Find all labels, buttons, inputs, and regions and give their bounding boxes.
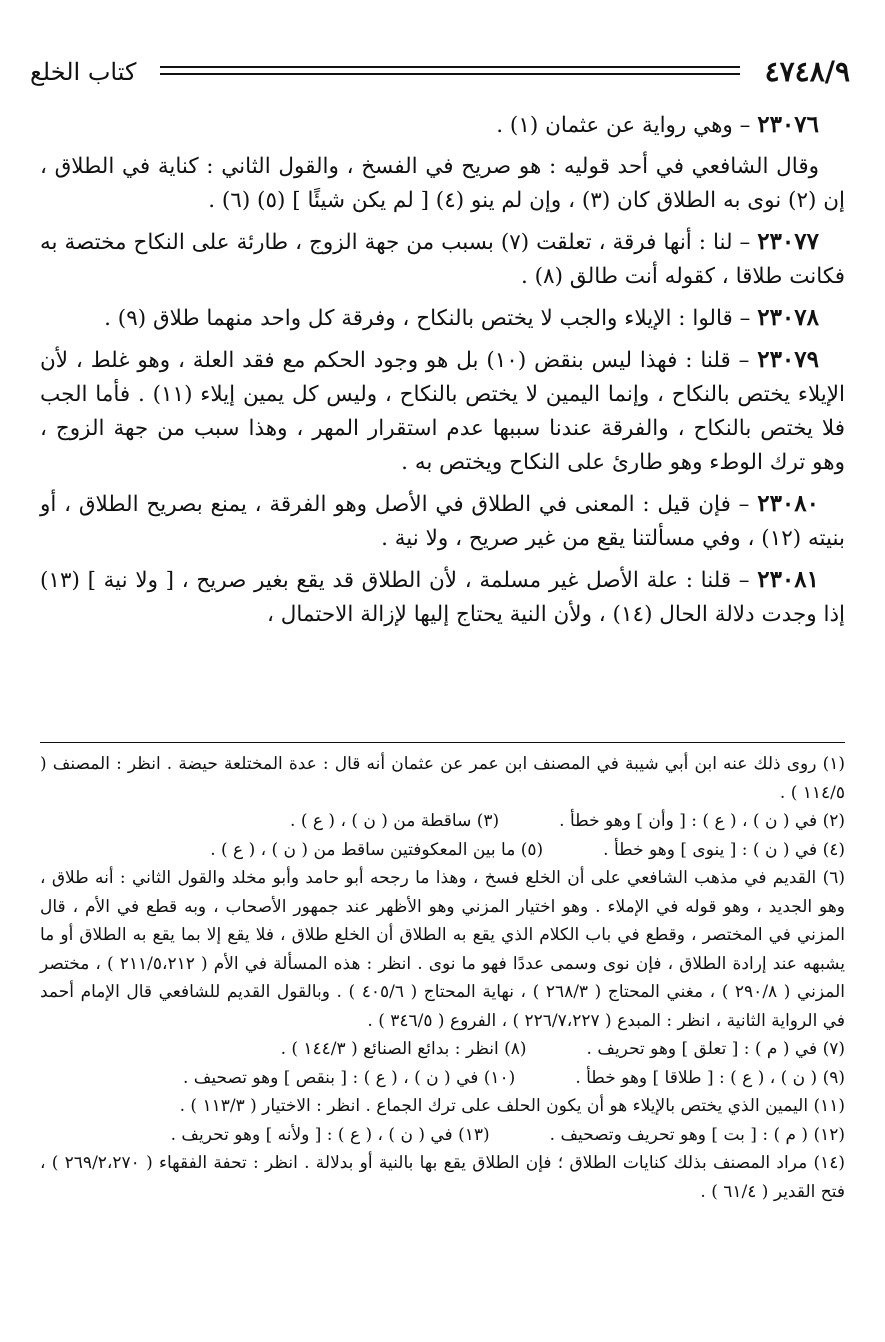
footnote-11: (١١) اليمين الذي يختص بالإيلاء هو أن يكون الحلف على ترك الجماع . انظر : الاختيار ( ١١٣/٣ ) . xyxy=(179,1096,845,1116)
paragraph-number: ٢٣٠٨٠ xyxy=(757,490,819,517)
footnote-10: (١٠) في ( ن ) ، ( ع ) : [ بنقص ] وهو تصحيف . xyxy=(182,1067,516,1088)
footnote-12: (١٢) ( م ) : [ بت ] وهو تحريف وتصحيف . xyxy=(549,1124,845,1145)
paragraph-text: – قلنا : علة الأصل غير مسلمة ، لأن الطلاق قد يقع بغير صريح ، [ ولا نية ] (١٣) إذا وجدت دلالة الحال (١٤) ، ولأن النية يحتاج إليها لإزالة الاحتمال ، xyxy=(40,568,845,627)
footnote-row xyxy=(40,836,845,865)
paragraph-23078 xyxy=(40,301,845,336)
paragraph-23081 xyxy=(40,563,845,632)
paragraph-number: ٢٣٠٧٧ xyxy=(757,228,819,255)
header-rule xyxy=(160,66,740,75)
paragraph-number: ٢٣٠٧٩ xyxy=(757,346,819,373)
footnotes xyxy=(40,750,845,1206)
footnote-row xyxy=(40,807,845,836)
paragraph-text: – قالوا : الإيلاء والجب لا يختص بالنكاح ، وفرقة كل واحد منهما طلاق (٩) . xyxy=(104,306,758,331)
main-text xyxy=(40,108,845,639)
paragraph-number: ٢٣٠٧٨ xyxy=(757,304,819,331)
footnote-4: (٤) في ( ن ) : [ ينوى ] وهو خطأ . xyxy=(603,839,845,860)
footnote-8: (٨) انظر : بدائع الصنائع ( ١٤٤/٣ ) . xyxy=(280,1039,527,1059)
footnote-14: (١٤) مراد المصنف بذلك كنايات الطلاق ؛ فإن الطلاق يقع بها بالنية أو بدلالة . انظر : تحفة الفقهاء ( ٢٦٩/٢،٢٧٠ ) ، فتح القدير ( ٦١/٤ ) . xyxy=(40,1153,846,1202)
paragraph-shafii xyxy=(40,150,845,218)
footnote-13: (١٣) في ( ن ) ، ( ع ) : [ ولأنه ] وهو تحريف . xyxy=(170,1124,490,1145)
paragraph-23080 xyxy=(40,487,845,556)
footnote-9: (٩) ( ن ) ، ( ع ) : [ طلاقا ] وهو خطأ . xyxy=(575,1067,845,1088)
footnote-6: (٦) القديم في مذهب الشافعي على أن الخلع فسخ ، وهذا ما رجحه أبو حامد وأبو مخلد والقول الثاني : أنه طلاق ، وهو الجديد ، وهو قوله في الإملاء . وهو اختيار المزني وهو الأظهر عند جمهور الأصحاب ، وبه قطع في الأم ، قال المزني في المختصر ، وقطع في باب الكلام الذي يقع به الطلاق أن الخلع طلاق ، فلا يقع إلا بما يقع به الطلاق أو ما يشبهه عند إرادة الطلاق ، فإن نوى وسمى عددًا فهو ما نوى . انظر : هذه المسألة في الأم ( ٢١١/٥،٢١٢ ) ، مختصر المزني ( ٢٩٠/٨ ) ، مغني المحتاج ( ٢٦٨/٣ ) ، نهاية المحتاج ( ٤٠٥/٦ ) . وبالقول القديم للشافعي قال الإمام أحمد في الرواية الثانية ، انظر : المبدع ( ٢٢٦/٧،٢٢٧ ) ، الفروع ( ٣٤٦/٥ ) . xyxy=(40,868,846,1031)
paragraph-number: ٢٣٠٧٦ xyxy=(757,111,819,138)
footnote-5: (٥) ما بين المعكوفتين ساقط من ( ن ) ، ( ع ) . xyxy=(210,839,544,860)
footnote-row xyxy=(40,1064,845,1093)
paragraph-text: – قلنا : فهذا ليس بنقض (١٠) بل هو وجود الحكم مع فقد العلة ، وهو غلط ، لأن الإيلاء يختص بالنكاح ، وإنما اليمين لا يختص بالنكاح ، وليس كل يمين إيلاء (١١) . فأما الجب فلا يختص بالنكاح ، والفرقة عندنا سببها عدم استقرار المهر ، وهذا سبب من جهة الزوج ، وهو ترك الوطء وهو طارئ على النكاح ويختص به . xyxy=(40,348,845,475)
paragraph-23076 xyxy=(40,108,845,143)
footnote-7: (٧) في ( م ) : [ تعلق ] وهو تحريف . xyxy=(586,1039,845,1059)
paragraph-text: – وهي رواية عن عثمان (١) . xyxy=(496,113,758,138)
paragraph-number: ٢٣٠٨١ xyxy=(757,566,819,593)
footnote-row xyxy=(40,1121,845,1150)
footnote-3: (٣) ساقطة من ( ن ) ، ( ع ) . xyxy=(290,811,500,831)
page-header xyxy=(30,52,850,92)
paragraph-text: – لنا : أنها فرقة ، تعلقت (٧) بسبب من جهة الزوج ، طارئة على النكاح مختصة به فكانت طلاقا ، كقوله أنت طالق (٨) . xyxy=(40,230,845,289)
paragraph-23079 xyxy=(40,343,845,480)
footnote-2: (٢) في ( ن ) ، ( ع ) : [ وأن ] وهو خطأ . xyxy=(559,811,845,831)
footnote-divider xyxy=(40,742,845,743)
paragraph-text: وقال الشافعي في أحد قوليه : هو صريح في الفسخ ، والقول الثاني : كناية في الطلاق ، إن (٢) نوى به الطلاق كان (٣) ، وإن لم ينو (٤) [ لم يكن شيئًا ] (٥) (٦) . xyxy=(40,154,845,213)
paragraph-text: – فإن قيل : المعنى في الطلاق في الأصل وهو الفرقة ، يمنع بصريح الطلاق ، أو بنيته (١٢) ، وفي مسألتنا يقع من غير صريح ، ولا نية . xyxy=(40,492,845,551)
page-number: ٤٧٤٨/٩ xyxy=(764,55,850,88)
paragraph-23077 xyxy=(40,225,845,294)
footnote-1: (١) روى ذلك عنه ابن أبي شيبة في المصنف ابن عمر عن عثمان أنه قال : عدة المختلعة حيضة . انظر : المصنف ( ١١٤/٥ ) . xyxy=(40,754,845,803)
footnote-row xyxy=(40,1035,845,1064)
book-title: كتاب الخلع xyxy=(30,58,137,86)
